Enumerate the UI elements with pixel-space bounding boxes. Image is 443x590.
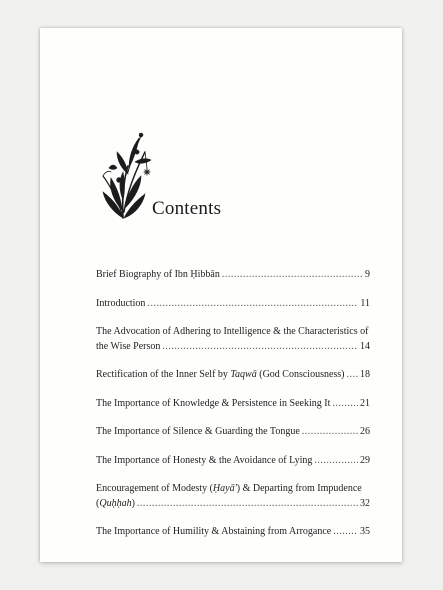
toc-entry	[96, 454, 370, 469]
toc-entry	[96, 397, 370, 412]
dot-leader	[333, 525, 358, 540]
dot-leader	[137, 497, 358, 512]
floral-ornament-icon	[95, 122, 155, 222]
toc-entry	[96, 368, 370, 383]
contents-heading: Contents	[152, 198, 222, 219]
book-page	[40, 28, 402, 562]
toc-entry-title: The Importance of Knowledge & Persistence in Seeking It	[96, 397, 331, 409]
toc-page-number: 11	[360, 297, 370, 309]
toc-entry	[96, 325, 370, 354]
toc-entry	[96, 525, 370, 540]
toc-page-number: 9	[365, 269, 370, 280]
toc-entry-title: Encouragement of Modesty (Ḥayā') & Departing from Impudence	[96, 483, 362, 494]
toc-entry	[96, 297, 370, 312]
table-of-contents	[96, 268, 370, 554]
toc-entry	[96, 268, 370, 283]
toc-entry-title: The Importance of Honesty & the Avoidance of Lying	[96, 454, 313, 466]
toc-page-number: 26	[360, 426, 370, 437]
toc-entry	[96, 482, 370, 511]
dot-leader	[222, 268, 363, 283]
toc-entry-title: The Importance of Humility & Abstaining from Arrogance	[96, 526, 332, 537]
toc-entry-title: Introduction	[96, 297, 146, 309]
toc-page-number: 32	[360, 497, 370, 509]
toc-entry-title: Rectification of the Inner Self by Taqwā (God Consciousness)	[96, 369, 345, 380]
toc-page-number: 35	[360, 526, 370, 537]
dot-leader	[147, 297, 358, 312]
toc-page-number: 18	[360, 369, 370, 380]
dot-leader	[347, 368, 358, 383]
toc-entry	[96, 425, 370, 440]
dot-leader	[332, 397, 358, 412]
toc-page-number: 14	[360, 340, 370, 352]
toc-entry-title-continued: (Quḥḥah)	[96, 497, 135, 509]
toc-entry-title: The Importance of Silence & Guarding the Tongue	[96, 426, 300, 437]
toc-entry-title-continued: the Wise Person	[96, 340, 161, 352]
toc-page-number: 21	[360, 397, 370, 409]
dot-leader	[162, 340, 358, 355]
dot-leader	[314, 454, 358, 469]
toc-page-number: 29	[360, 454, 370, 466]
toc-entry-title: The Advocation of Adhering to Intelligence & the Characteristics of	[96, 326, 369, 337]
toc-entry-title: Brief Biography of Ibn Ḥibbān	[96, 269, 220, 280]
dot-leader	[302, 425, 358, 440]
